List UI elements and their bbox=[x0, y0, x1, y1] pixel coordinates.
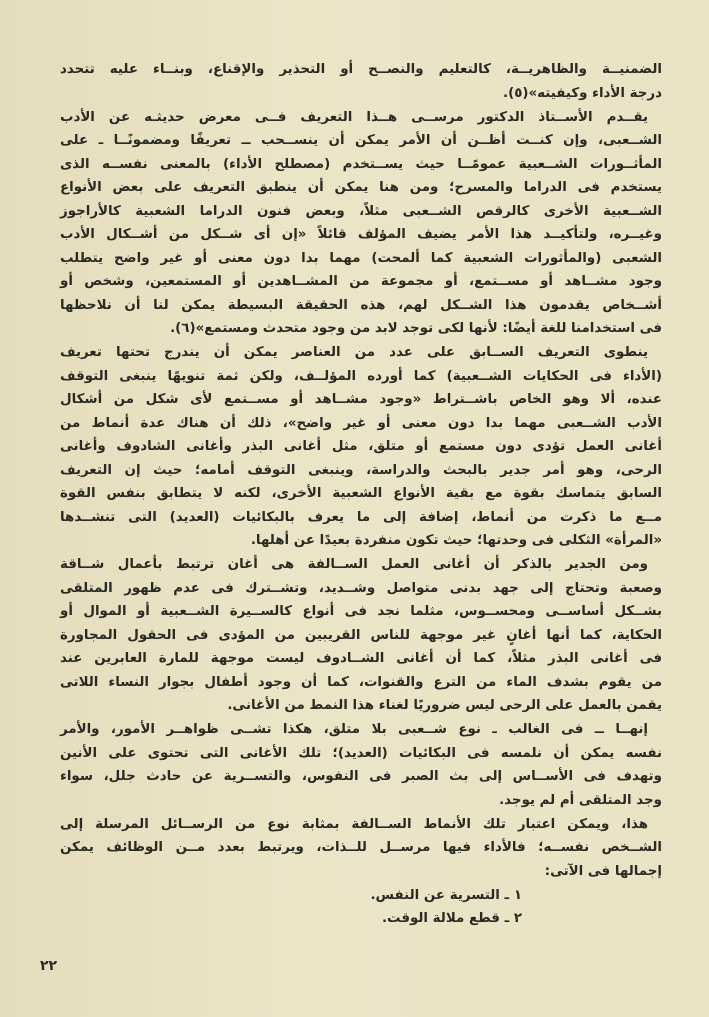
text-line: يقمن بالعمل على الرحى ليس ضروريًا لغناء هذا النمط من الأغانى. bbox=[227, 698, 662, 713]
text-line: هذا، ويمكن اعتبار تلك الأنماط الســالفة بمثابة نوع من الرســائل المرسلة إلى bbox=[60, 816, 648, 832]
text-line: الحكاية، كما أنها أغانٍ غير موجهة للناس القريبين من المؤدى فى الحقول المجاورة bbox=[60, 627, 662, 643]
text-line: درجة الأداء وكيفيته»(٥). bbox=[503, 85, 662, 101]
text-line: وتهدف فى الأســاس إلى بث الصبر فى النفوس، والتســرية عن حادث جلل، سواء bbox=[60, 769, 662, 784]
text-line: ومن الجدير بالذكر أن أغانى العمل الســالفة هى أغان ترتبط بأعمال شــاقة bbox=[60, 557, 648, 572]
paragraph bbox=[60, 106, 662, 341]
text-line: الشــعبى، وإن كنــت أظــن أن الأمر يمكن أن ينســحب ــ تعريفًا ومضمونًــا ـ على bbox=[60, 133, 662, 148]
text-line: وغيــره، ولتأكيــد هذا الأمر يضيف المؤلف قائلاً «إن أى شــكل من أشــكال الأدب bbox=[60, 227, 662, 242]
text-line: (الأداء فى الحكايات الشــعبية) كما أورده المؤلــف، ولكن ثمة تنويهًا ينبغى التوقف bbox=[60, 368, 662, 384]
text-line: وجود مشــاهد أو مســتمع، أو مجموعة من المشــاهدين أو المستمعين، وشخص أو bbox=[60, 274, 662, 289]
text-line: المأثــورات الشــعبية عمومًــا حيث يســتخدم (مصطلح الأداء) بالمعنى نفســه الذى bbox=[60, 156, 662, 172]
text-line: أغانى العمل تؤدى دون مستمع أو متلق، مثل أغانى البذر وأغانى الشادوف وأغانى bbox=[60, 439, 662, 454]
text-line: الضمنيــة والظاهريــة، كالتعليم والنصــح أو التحذير والإقناع، وبنــاء عليه تتحدد bbox=[60, 62, 662, 77]
paragraph bbox=[60, 58, 662, 105]
text-line: إنهــا ــ فى الغالب ـ نوع شــعبى بلا متلق، هكذا تشــى ظواهــر الأمور، والأمر bbox=[60, 722, 648, 737]
paragraph bbox=[60, 553, 662, 718]
text-line: وجد المتلقى أم لم يوجد. bbox=[499, 792, 662, 808]
text-line: يقــدم الأســتاذ الدكتور مرســى هــذا التعريف فــى معرض حديثـه عن الأدب bbox=[60, 109, 648, 125]
text-line: وصعبة وتحتاج إلى جهد بدنى متواصل وشــديد، وتشــترك فى عدم ظهور المتلقى bbox=[60, 580, 662, 596]
text-line: يستخدم فى الدراما والمسرح؛ ومن هنا يمكن أن ينطبق التعريف على بعض الأنواع bbox=[60, 180, 662, 195]
text-line: الشعبى (والمأثورات الشعبية كما ألمحت) مهما بدا دون معنى أو غير واضح يتطلب bbox=[60, 250, 662, 266]
paragraph bbox=[60, 813, 662, 884]
paragraph bbox=[60, 718, 662, 812]
text-line: الشــخص نفســه؛ فالأداء فيها مرســل للــذات، ويرتبط بعدد مــن الوظائف يمكن bbox=[60, 840, 662, 855]
text-line: بشــكل أساســى ومحســوس، مثلما نجد فى أنواع كالســيرة الشــعبية أو الموال أو bbox=[60, 604, 662, 619]
text-line: الرحى، وهو أمر جدير بالبحث والدراسة، وينبغى التوقف أمامه؛ حيث إن التعريف bbox=[60, 462, 662, 478]
page-number: ٢٢ bbox=[40, 958, 58, 974]
text-line: أشــخاص يقدمون هذا الشــكل لهم، هذه الحقيقة البسيطة يمكن لنا أن نلاحظها bbox=[60, 297, 662, 313]
text-line: «المرأة» الثكلى فى وحدتها؛ حيث تكون منفردة بعيدًا عن أهلها. bbox=[250, 533, 662, 548]
list-item: ٢ ـ قطع ملالة الوقت. bbox=[381, 911, 522, 926]
paragraph bbox=[60, 341, 662, 553]
text-line: السابق يتماسك بقوة مع بقية الأنواع الشعبية الأخرى، لكنه لا يتطابق بنفس القوة bbox=[60, 486, 662, 501]
text-line: فى أغانى البذر مثلاً، كما أن أغانى الشــادوف ليست موجهة للمارة العابرين عند bbox=[60, 651, 662, 666]
text-line: عنده، ألا وهو الخاص باشــتراط «وجود مشــاهد أو مســتمع لأى شكل من أشكال bbox=[60, 392, 662, 407]
text-line: مــع ما ذكرت من أنماط، إضافة إلى ما يعرف بالبكائيات (العديد) التى تنشــدها bbox=[60, 509, 662, 525]
text-line: الشــعبية الأخرى كالرقص الشــعبى مثلاً، وبعض فنون الدراما الشعبية كالأراجوز bbox=[60, 203, 662, 219]
numbered-list bbox=[60, 884, 662, 931]
list-item: ١ ـ التسرية عن النفس. bbox=[370, 887, 522, 903]
text-line: ينطوى التعريف الســابق على عدد من العناصر يمكن أن يندرج تحتها تعريف bbox=[60, 345, 648, 360]
body-text bbox=[60, 58, 662, 931]
text-line: نفسه يمكن أن نلمسه فى البكائيات (العديد)؛ تلك الأغانى التى تحتوى على الأنين bbox=[60, 745, 662, 761]
text-line: من يقوم بشدف الماء من الترع والقنوات، كما أن وجود أطفال بجوار النساء اللاتى bbox=[60, 674, 662, 690]
text-line: فى استخدامنا للغة أيضًا: لأنها لكى توجد لابد من وجود متحدث ومستمع»(٦). bbox=[170, 321, 662, 336]
text-line: إجمالها فى الآتى: bbox=[544, 863, 662, 879]
text-line: الأدب الشــعبى مهما بدا دون معنى أو غير واضح»، ذلك أن هناك عدة أنماط من bbox=[60, 415, 662, 431]
